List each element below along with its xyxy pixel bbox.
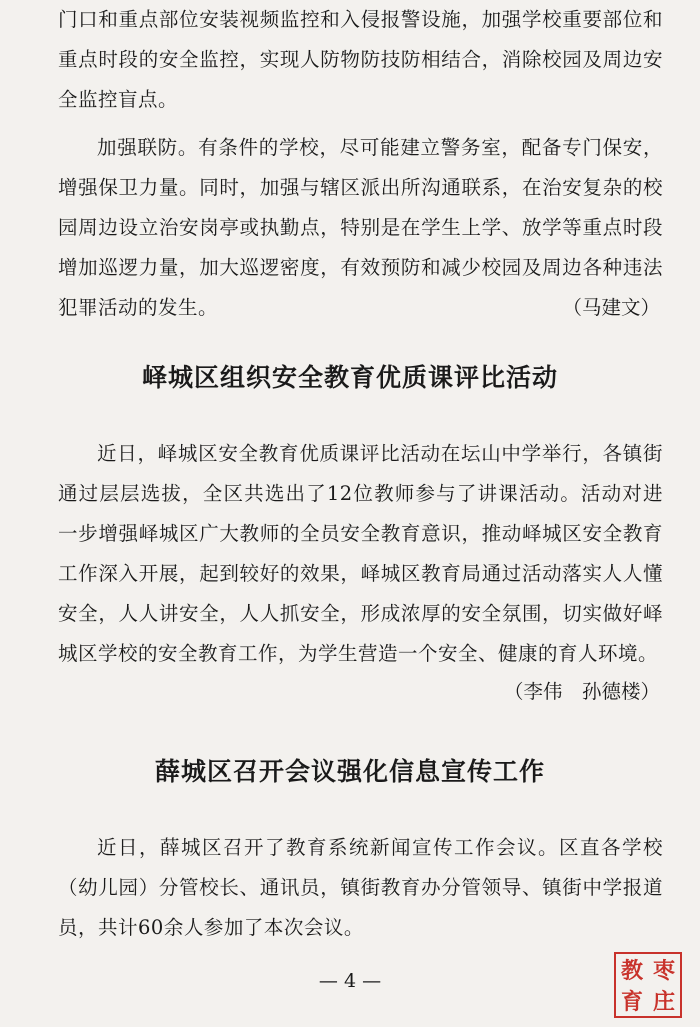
article-title-yicheng: 峄城区组织安全教育优质课评比活动 (141, 363, 558, 392)
seal-stamp (614, 952, 682, 1018)
article-title-xuecheng: 薛城区召开会议强化信息宣传工作 (154, 757, 545, 786)
byline-authors: （李伟 孙德楼） (503, 680, 660, 703)
paragraph-joint-defense: 加强联防。有条件的学校，尽可能建立警务室，配备专门保安，增强保卫力量。同时，加强与辖区派出所沟通联系，在治安复杂的校园周边设立治安岗亭或执勤点，特别是在学生上学、放学等重点时段增加巡逻力量，加大巡逻密度，有效预防和减少校园及周边各种违法犯罪活动的发生。 (58, 136, 663, 319)
byline-author: （马建文） (562, 296, 660, 319)
paragraph-continued: 门口和重点部位安装视频监控和入侵报警设施，加强学校重要部位和重点时段的安全监控，实现人防物防技防相结合，消除校园及周边安全监控盲点。 (58, 8, 663, 111)
stamp-char: 育 (620, 989, 643, 1015)
page-number: — 4 — (318, 970, 382, 992)
stamp-char: 枣 (652, 958, 675, 984)
stamp-char: 教 (620, 958, 643, 984)
article-body-yicheng: 近日，峄城区安全教育优质课评比活动在坛山中学举行，各镇街通过层层选拔，全区共选出了12位教师参与了讲课活动。活动对进一步增强峄城区广大教师的全员安全教育意识，推动峄城区安全教育工作深入开展，起到较好的效果，峄城区教育局通过活动落实人人懂安全，人人讲安全，人人抓安全，形成浓厚的安全氛围，切实做好峄城区学校的安全教育工作，为学生营造一个安全、健康的育人环境。 (58, 442, 663, 665)
article-body-xuecheng: 近日，薛城区召开了教育系统新闻宣传工作会议。区直各学校（幼儿园）分管校长、通讯员，镇街教育办分管领导、镇街中学报道员，共计60余人参加了本次会议。 (58, 836, 663, 939)
stamp-char: 庄 (652, 989, 675, 1015)
